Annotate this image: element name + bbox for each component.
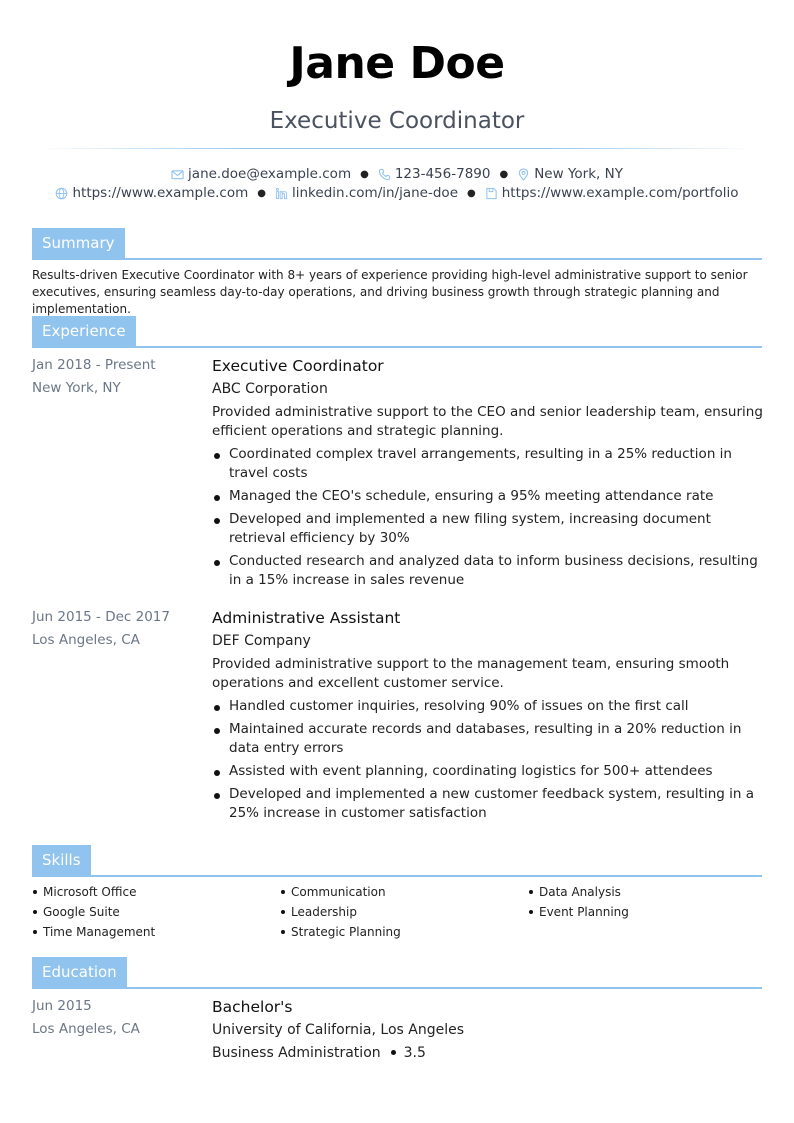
achievement-item: Assisted with event planning, coordinating logistics for 500+ attendees [212, 762, 767, 781]
field-of-study: Business Administration [212, 1045, 381, 1061]
meta-separator [391, 1050, 396, 1055]
achievement-item: Managed the CEO's schedule, ensuring a 95% meeting attendance rate [212, 487, 767, 506]
skill-item: Data Analysis [528, 884, 762, 900]
header-divider [40, 148, 754, 149]
education-location: Los Angeles, CA [32, 1021, 140, 1037]
website-text: https://www.example.com [72, 185, 249, 201]
experience-location: Los Angeles, CA [32, 632, 140, 648]
degree-title: Bachelor's [212, 998, 293, 1016]
experience-dates: Jun 2015 - Dec 2017 [32, 609, 170, 625]
experience-meta [32, 354, 202, 400]
education-details [212, 995, 767, 1065]
candidate-name: Jane Doe [289, 38, 505, 89]
skills-heading: Skills [32, 845, 91, 875]
education-heading: Education [32, 957, 127, 987]
candidate-role: Executive Coordinator [269, 108, 525, 134]
experience-section-header [32, 316, 762, 348]
email-text: jane.doe@example.com [188, 166, 352, 182]
achievement-item: Conducted research and analyzed data to inform business decisions, resulting in a 15% increase in sales revenue [212, 552, 767, 590]
skill-item: Microsoft Office [32, 884, 280, 900]
achievement-list [212, 445, 767, 590]
job-description: Provided administrative support to the CEO and senior leadership team, ensuring efficient operations and strategic planning. [212, 404, 763, 439]
location-pin-icon [517, 168, 530, 181]
location-text: New York, NY [534, 166, 623, 182]
portfolio-text: https://www.example.com/portfolio [501, 185, 739, 201]
summary-text: Results-driven Executive Coordinator with 8+ years of experience providing high-level administrative support to senior executives, ensuring seamless day-to-day operations, and driving business growth through strategic planning and implementation. [32, 268, 748, 316]
experience-dates: Jan 2018 - Present [32, 357, 156, 373]
achievement-item: Developed and implemented a new customer feedback system, resulting in a 25% increase in customer satisfaction [212, 785, 767, 823]
contact-separator: ● [467, 187, 476, 199]
achievement-list [212, 697, 767, 823]
contact-separator: ● [499, 168, 509, 180]
experience-meta [32, 606, 202, 652]
phone-icon [378, 168, 391, 181]
portfolio-icon [485, 187, 498, 200]
job-description: Provided administrative support to the management team, ensuring smooth operations and excellent customer service. [212, 656, 730, 691]
skill-item: Event Planning [528, 904, 762, 920]
contact-portfolio[interactable] [485, 185, 739, 201]
globe-icon [55, 187, 68, 200]
skill-item: Google Suite [32, 904, 280, 920]
gpa-value: 3.5 [403, 1045, 426, 1061]
contact-separator: ● [360, 168, 369, 180]
linkedin-icon [275, 187, 288, 200]
skill-item: Time Management [32, 924, 280, 940]
achievement-item: Maintained accurate records and databases, resulting in a 20% reduction in data entry errors [212, 720, 767, 758]
skills-grid [32, 884, 762, 940]
summary-section-header [32, 228, 762, 260]
summary-heading: Summary [32, 228, 125, 258]
contact-location [517, 166, 623, 182]
contact-website[interactable] [55, 185, 248, 201]
company-name: DEF Company [212, 633, 311, 649]
education-section-header [32, 957, 762, 989]
achievement-item: Coordinated complex travel arrangements, resulting in a 25% reduction in travel costs [212, 445, 767, 483]
contact-row-primary [0, 166, 794, 182]
achievement-item: Handled customer inquiries, resolving 90% of issues on the first call [212, 697, 767, 716]
job-title: Administrative Assistant [212, 609, 401, 627]
phone-text: 123-456-7890 [394, 166, 491, 182]
skill-item: Strategic Planning [280, 924, 528, 940]
education-date: Jun 2015 [32, 998, 92, 1014]
experience-location: New York, NY [32, 380, 121, 396]
linkedin-text: linkedin.com/in/jane-doe [292, 185, 458, 201]
contact-row-links [0, 185, 794, 201]
skill-item: Leadership [280, 904, 528, 920]
experience-heading: Experience [32, 316, 136, 346]
contact-linkedin[interactable] [275, 185, 458, 201]
degree-field-line [212, 1042, 767, 1065]
skill-item: Communication [280, 884, 528, 900]
contact-separator: ● [257, 187, 266, 199]
skills-section-header [32, 845, 762, 877]
contact-phone[interactable] [378, 166, 491, 182]
contact-email[interactable] [171, 166, 351, 182]
experience-details [212, 354, 767, 594]
job-title: Executive Coordinator [212, 357, 384, 375]
achievement-item: Developed and implemented a new filing system, increasing document retrieval efficiency by 30% [212, 510, 767, 548]
education-meta [32, 995, 202, 1041]
school-name: University of California, Los Angeles [212, 1022, 465, 1038]
mail-icon [171, 168, 184, 181]
company-name: ABC Corporation [212, 381, 328, 397]
experience-details [212, 606, 767, 827]
